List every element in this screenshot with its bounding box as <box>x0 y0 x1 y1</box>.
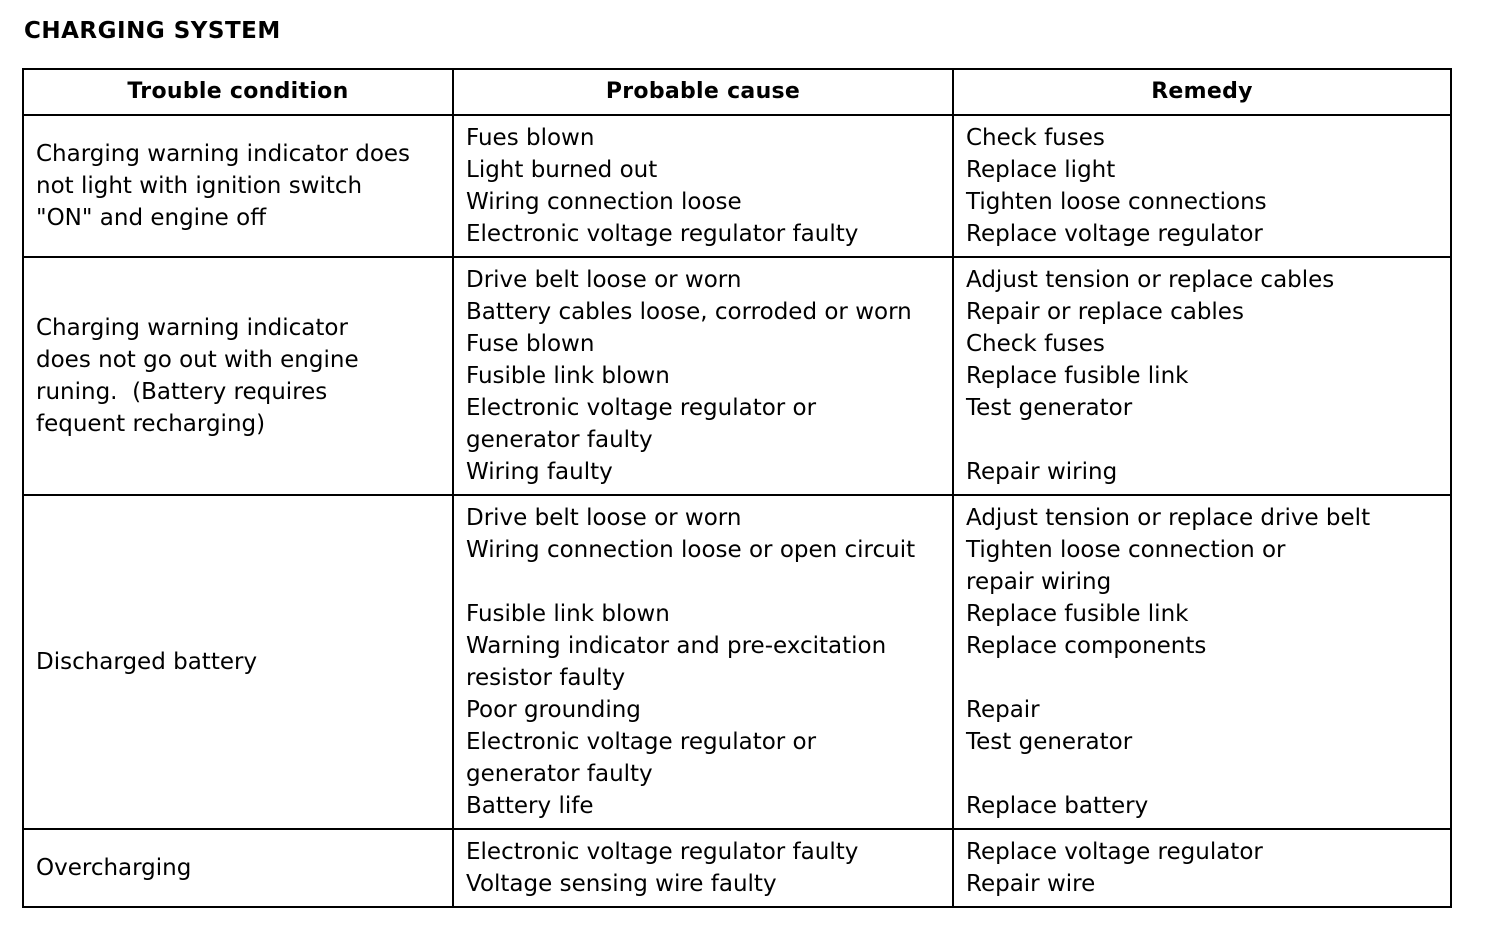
header-remedy: Remedy <box>953 69 1451 115</box>
remedy-line: Check fuses <box>966 331 1105 357</box>
remedy-line: Replace voltage regulator <box>966 221 1263 247</box>
cause-line: Fusible link blown <box>466 363 670 389</box>
condition-line: Discharged battery <box>36 649 258 675</box>
remedy-line: Replace components <box>966 633 1207 659</box>
cause-line: Electronic voltage regulator faulty <box>466 839 859 865</box>
trouble-condition-cell <box>23 495 453 829</box>
cause-line: Wiring faulty <box>466 459 613 485</box>
remedy-line: Tighten loose connections <box>966 189 1267 215</box>
remedy-line: Replace light <box>966 157 1116 183</box>
remedy-line <box>966 662 1438 694</box>
remedy-cell <box>953 115 1451 257</box>
cause-line <box>466 566 940 598</box>
probable-cause-cell <box>453 829 953 907</box>
remedy-cell <box>953 829 1451 907</box>
cause-line: Voltage sensing wire faulty <box>466 871 777 897</box>
condition-line: not light with ignition switch <box>36 173 363 199</box>
cause-line: Electronic voltage regulator faulty <box>466 221 859 247</box>
trouble-condition-cell <box>23 115 453 257</box>
page-title: CHARGING SYSTEM <box>24 18 281 44</box>
cause-line: Wiring connection loose or open circuit <box>466 537 916 563</box>
table-row <box>23 115 1451 257</box>
cause-line: Battery life <box>466 793 594 819</box>
header-trouble-condition: Trouble condition <box>23 69 453 115</box>
cause-line: Poor grounding <box>466 697 641 723</box>
trouble-condition-cell <box>23 257 453 495</box>
remedy-line: Replace fusible link <box>966 601 1189 627</box>
condition-line: Overcharging <box>36 855 192 881</box>
remedy-line: Adjust tension or replace cables <box>966 267 1335 293</box>
cause-line: Drive belt loose or worn <box>466 267 742 293</box>
table-row <box>23 495 1451 829</box>
cause-line: Fuse blown <box>466 331 595 357</box>
probable-cause-cell <box>453 257 953 495</box>
remedy-line: Repair wire <box>966 871 1096 897</box>
cause-line: Electronic voltage regulator or <box>466 729 817 755</box>
cause-line: generator faulty <box>466 761 653 787</box>
cause-line: Warning indicator and pre-excitation <box>466 633 887 659</box>
cause-line: Light burned out <box>466 157 658 183</box>
remedy-line: Tighten loose connection or <box>966 537 1286 563</box>
remedy-line: Repair or replace cables <box>966 299 1244 325</box>
remedy-line: Test generator <box>966 729 1133 755</box>
remedy-cell <box>953 257 1451 495</box>
table-row <box>23 257 1451 495</box>
condition-line: Charging warning indicator does <box>36 141 411 167</box>
probable-cause-cell <box>453 495 953 829</box>
remedy-line: Adjust tension or replace drive belt <box>966 505 1371 531</box>
condition-line: does not go out with engine <box>36 347 359 373</box>
cause-line: generator faulty <box>466 427 653 453</box>
cause-line: Drive belt loose or worn <box>466 505 742 531</box>
remedy-line: Replace voltage regulator <box>966 839 1263 865</box>
remedy-line: Repair <box>966 697 1040 723</box>
remedy-line: Replace battery <box>966 793 1149 819</box>
troubleshooting-table <box>22 68 1452 908</box>
remedy-line: repair wiring <box>966 569 1112 595</box>
table-row <box>23 829 1451 907</box>
table-header-row <box>23 69 1451 115</box>
condition-line: Charging warning indicator <box>36 315 348 341</box>
remedy-line: Check fuses <box>966 125 1105 151</box>
remedy-line <box>966 424 1438 456</box>
cause-line: Fues blown <box>466 125 595 151</box>
remedy-line: Test generator <box>966 395 1133 421</box>
cause-line: Fusible link blown <box>466 601 670 627</box>
remedy-line <box>966 758 1438 790</box>
cause-line: Battery cables loose, corroded or worn <box>466 299 912 325</box>
remedy-line: Replace fusible link <box>966 363 1189 389</box>
remedy-line: Repair wiring <box>966 459 1118 485</box>
cause-line: Wiring connection loose <box>466 189 742 215</box>
condition-line: runing. (Battery requires <box>36 379 328 405</box>
header-probable-cause: Probable cause <box>453 69 953 115</box>
condition-line: fequent recharging) <box>36 411 266 437</box>
cause-line: Electronic voltage regulator or <box>466 395 817 421</box>
cause-line: resistor faulty <box>466 665 626 691</box>
probable-cause-cell <box>453 115 953 257</box>
condition-line: "ON" and engine off <box>36 205 267 231</box>
remedy-cell <box>953 495 1451 829</box>
trouble-condition-cell <box>23 829 453 907</box>
